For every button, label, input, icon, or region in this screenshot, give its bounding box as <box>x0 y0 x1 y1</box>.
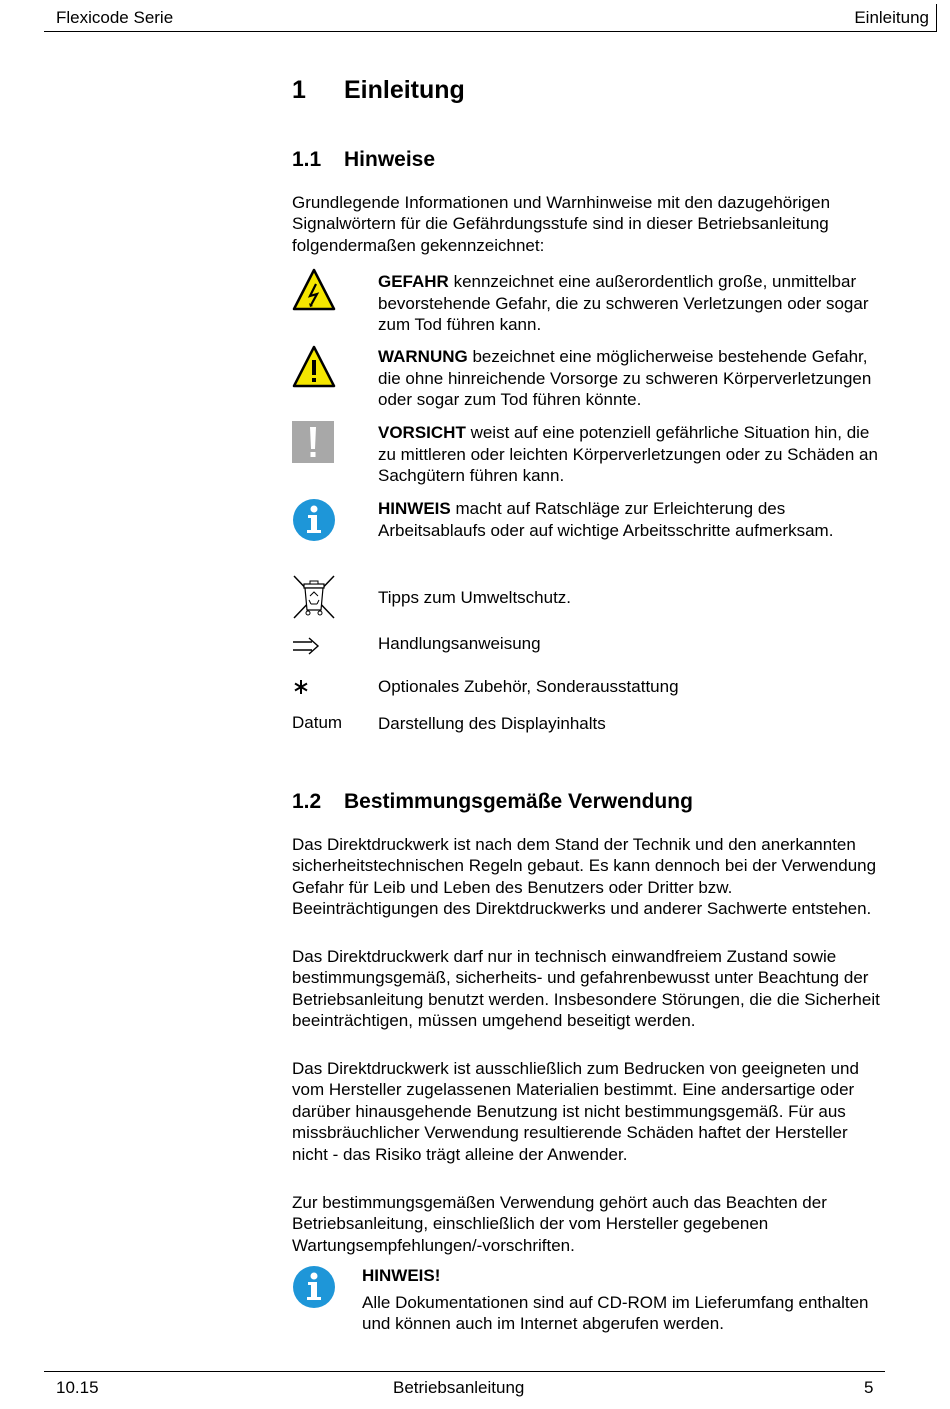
symbol-text-gefahr: GEFAHR kennzeichnet eine außerordentlich große, unmittelbar bevorstehende Gefahr, die zu schweren Verletzungen oder sogar zum Tod führen kann. <box>378 272 869 335</box>
chapter-heading <box>292 76 465 105</box>
symbol-text-zubehoer: Optionales Zubehör, Sonderausstattung <box>378 677 679 696</box>
caution-icon <box>292 421 336 465</box>
paragraph-1: Das Direktdruckwerk ist nach dem Stand der Technik und den anerkannten sicherheitstechnischen Regeln gebaut. Es kann dennoch bei der Verwendung Gefahr für Leib und Leben des Benutzers oder Dritter bzw. Beeinträchtigungen des Direktdruckwerks und anderer Sachwerte entstehen. <box>292 835 877 919</box>
chapter-number: 1 <box>292 76 306 104</box>
datum-text: Darstellung des Displayinhalts <box>378 714 606 733</box>
datum-label: Datum <box>292 713 343 732</box>
keyword-vorsicht: VORSICHT <box>378 423 466 442</box>
symbol-text-vorsicht: VORSICHT weist auf eine potenziell gefährliche Situation hin, die zu mittleren oder leichten Körperverletzungen oder zu Schäden an Sachgütern führen kann. <box>378 423 878 486</box>
warning-icon <box>292 345 336 389</box>
footer-date: 10.15 <box>56 1378 99 1397</box>
chapter-title: Einleitung <box>344 76 465 104</box>
note-title: HINWEIS! <box>362 1266 441 1285</box>
section-number: 1.1 <box>292 148 322 171</box>
paragraph-4: Zur bestimmungsgemäßen Verwendung gehört auch das Beachten der Betriebsanleitung, einschließlich der vom Hersteller gegebenen Wartungsempfehlungen/-vorschriften. <box>292 1193 827 1255</box>
section-title: Hinweise <box>344 148 436 171</box>
page-number: 5 <box>864 1378 874 1397</box>
arrow-right-icon <box>292 636 336 656</box>
header-tick <box>936 4 937 32</box>
intro-paragraph: Grundlegende Informationen und Warnhinweise mit den dazugehörigen Signalwörtern für die Gefährdungsstufe sind in dieser Betriebsanleitung folgendermaßen gekennzeichnet: <box>292 193 831 255</box>
note-text: Alle Dokumentationen sind auf CD-ROM im Lieferumfang enthalten und können auch im Internet abgerufen werden. <box>362 1292 869 1334</box>
section-heading-hinweise <box>292 148 435 172</box>
header-rule <box>44 31 937 32</box>
paragraph-3: Das Direktdruckwerk ist ausschließlich zum Bedrucken von geeigneten und vom Hersteller zugelassenen Materialien bestimmt. Eine andersartige oder darüber hinausgehende Benutzung ist nicht bestimmungsgemäß. Für aus missbräuchlicher Verwendung resultierende Schäden haftet der Hersteller nicht - das Risiko trägt alleine der Anwender. <box>292 1059 859 1164</box>
footer-title: Betriebsanleitung <box>393 1378 525 1397</box>
info-icon <box>292 498 336 542</box>
header-right: Einleitung <box>854 8 929 27</box>
note-box <box>362 1265 882 1335</box>
symbol-text-hinweis: HINWEIS macht auf Ratschläge zur Erleichterung des Arbeitsablaufs oder auf wichtige Arbeitsschritte aufmerksam. <box>378 499 834 540</box>
header-left: Flexicode Serie <box>56 8 174 27</box>
danger-electric-icon <box>292 268 336 312</box>
section-title: Bestimmungsgemäße Verwendung <box>344 790 693 813</box>
info-icon <box>292 1265 336 1309</box>
paragraph-2: Das Direktdruckwerk darf nur in technisch einwandfreiem Zustand sowie bestimmungsgemäß, sicherheits- und gefahrenbewusst unter Beachtung der Betriebsanleitung benutzt werden. Insbesondere Störungen, die die Sicherheit beeinträchtigen, müssen umgehend beseitigt werden. <box>292 947 880 1031</box>
symbol-text-handlungsanweisung: Handlungsanweisung <box>378 634 541 653</box>
keyword-gefahr: GEFAHR <box>378 272 449 291</box>
keyword-hinweis: HINWEIS <box>378 499 451 518</box>
asterisk-icon <box>292 678 336 698</box>
footer-rule <box>44 1371 885 1372</box>
symbol-text-umweltschutz: Tipps zum Umweltschutz. <box>378 588 572 607</box>
section-heading-verwendung <box>292 790 693 814</box>
keyword-warnung: WARNUNG <box>378 347 468 366</box>
crossed-bin-icon <box>292 574 336 618</box>
section-number: 1.2 <box>292 790 322 813</box>
symbol-text-warnung: WARNUNG bezeichnet eine möglicherweise bestehende Gefahr, die ohne hinreichende Vorsorge zu schweren Körperverletzungen oder sogar zum Tod führen könnte. <box>378 347 872 410</box>
